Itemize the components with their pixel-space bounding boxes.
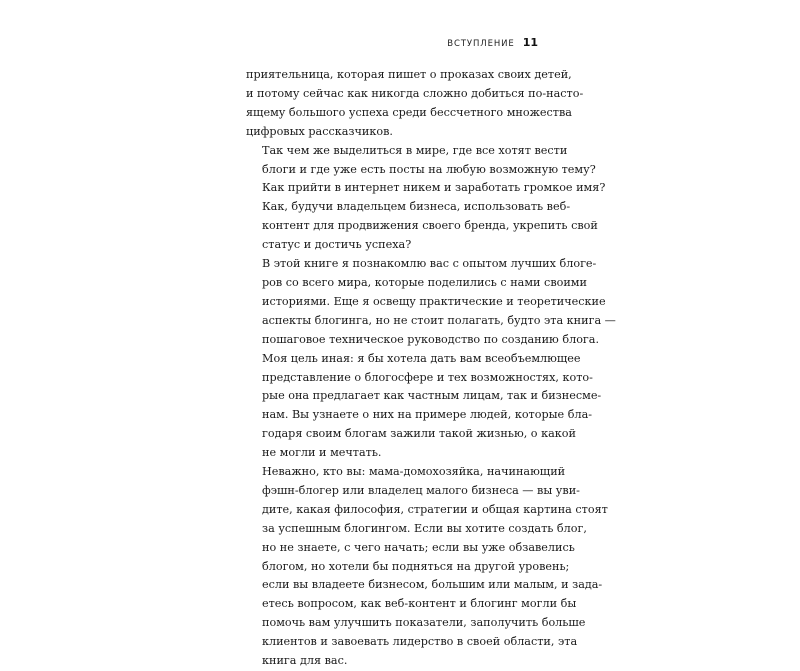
paragraph bbox=[246, 255, 616, 463]
text-line: клиентов и завоевать лидерство в своей области, эта bbox=[262, 635, 578, 649]
text-line: нам. Вы узнаете о них на примере людей, которые бла- bbox=[262, 408, 593, 422]
body-text bbox=[246, 66, 616, 671]
text-line: если вы владеете бизнесом, большим или малым, и зада- bbox=[262, 578, 603, 592]
text-line: ров со всего мира, которые поделились с нами своими bbox=[262, 275, 587, 289]
text-line: блогом, но хотели бы подняться на другой уровень; bbox=[262, 559, 570, 573]
text-line: Как, будучи владельцем бизнеса, использовать веб- bbox=[262, 200, 571, 214]
text-line: дите, какая философия, стратегии и общая картина стоят bbox=[262, 502, 608, 516]
text-line: и потому сейчас как никогда сложно добиться по-насто- bbox=[246, 86, 584, 100]
text-line: цифровых рассказчиков. bbox=[246, 124, 393, 138]
text-line: Так чем же выделиться в мире, где все хотят вести bbox=[262, 143, 568, 157]
text-line: Неважно, кто вы: мама-домохозяйка, начинающий bbox=[262, 465, 566, 479]
text-line: историями. Еще я освещу практические и теоретические bbox=[262, 294, 606, 308]
text-line: контент для продвижения своего бренда, укрепить свой bbox=[262, 219, 598, 233]
text-line: годаря своим блогам зажили такой жизнью, о какой bbox=[262, 427, 576, 441]
page-number: 11 bbox=[522, 36, 538, 49]
text-line: статус и достичь успеха? bbox=[262, 238, 412, 252]
text-line: етесь вопросом, как веб-контент и блогинг могли бы bbox=[262, 597, 577, 611]
text-line: фэшн-блогер или владелец малого бизнеса — вы уви- bbox=[262, 483, 580, 497]
text-line: помочь вам улучшить показатели, заполучить больше bbox=[262, 616, 586, 630]
text-line: за успешным блогингом. Если вы хотите создать блог, bbox=[262, 521, 587, 535]
section-title: ВСТУПЛЕНИЕ bbox=[447, 39, 515, 49]
text-line: Как прийти в интернет никем и заработать громкое имя? bbox=[262, 181, 606, 195]
text-line: приятельница, которая пишет о проказах своих детей, bbox=[246, 68, 572, 81]
text-line: представление о блогосфере и тех возможностях, кото- bbox=[262, 370, 593, 384]
running-header bbox=[447, 36, 538, 49]
text-line: книга для вас. bbox=[262, 654, 348, 668]
text-line: пошаговое техническое руководство по созданию блога. bbox=[262, 332, 600, 346]
text-line: ящему большого успеха среди бессчетного множества bbox=[246, 105, 572, 119]
paragraph bbox=[246, 463, 608, 671]
text-line: не могли и мечтать. bbox=[262, 446, 382, 460]
text-line: блоги и где уже есть посты на любую возможную тему? bbox=[262, 162, 596, 176]
paragraph bbox=[246, 142, 606, 255]
text-line: Моя цель иная: я бы хотела дать вам всеобъемлющее bbox=[262, 351, 581, 365]
text-line: но не знаете, с чего начать; если вы уже обзавелись bbox=[262, 540, 575, 554]
text-line: аспекты блогинга, но не стоит полагать, будто эта книга — bbox=[262, 313, 616, 327]
text-line: В этой книге я познакомлю вас с опытом лучших блоге- bbox=[262, 257, 597, 271]
text-line: рые она предлагает как частным лицам, так и бизнесме- bbox=[262, 389, 602, 403]
paragraph bbox=[246, 66, 584, 142]
